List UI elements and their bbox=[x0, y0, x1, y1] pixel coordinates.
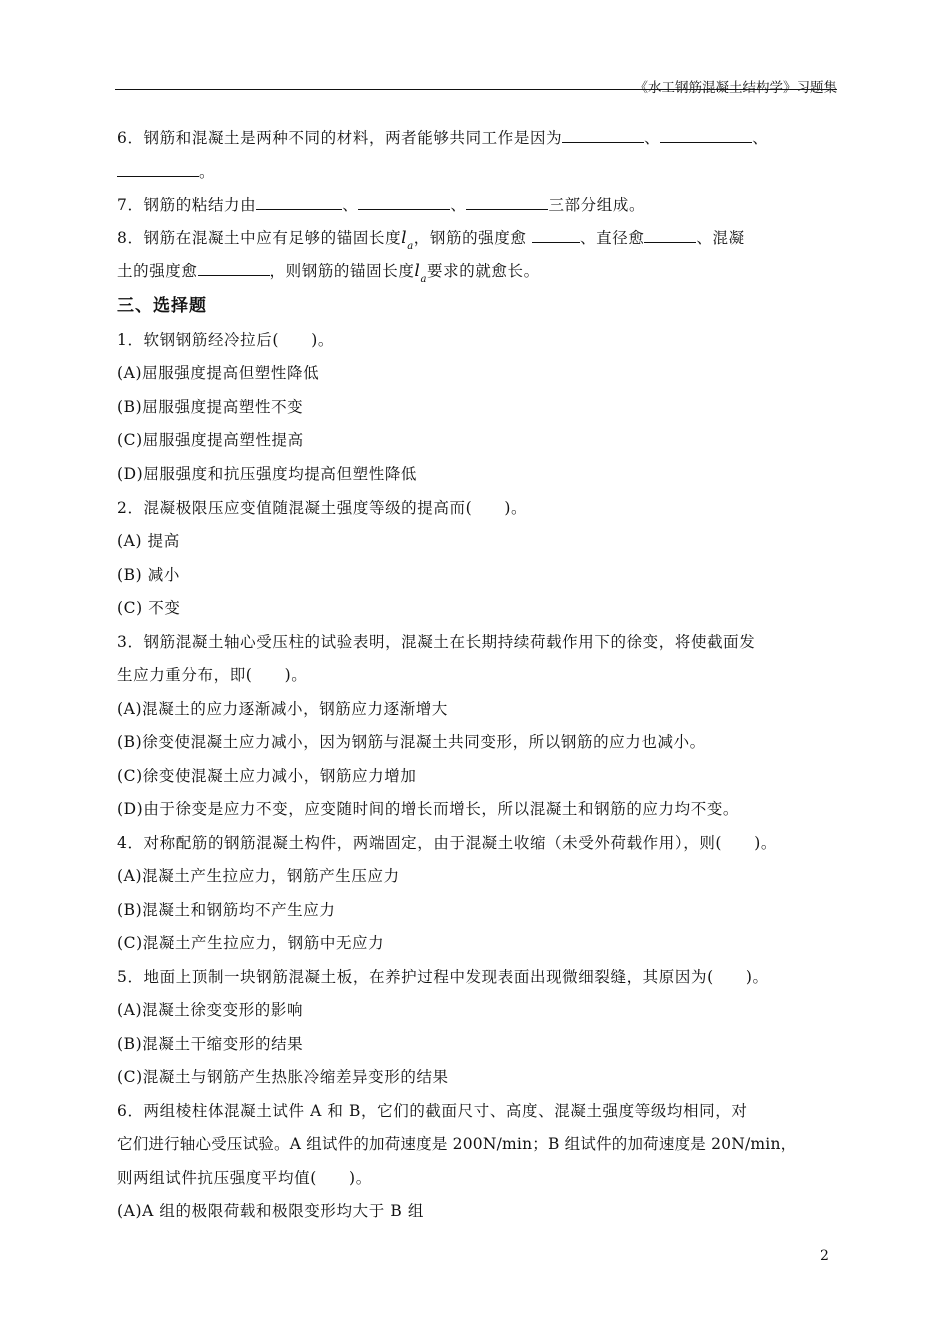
q4-option-a[interactable]: (A)混凝土产生拉应力，钢筋产生压应力 bbox=[117, 867, 400, 885]
fill-blank-q8-line2: 土的强度愈 ，则钢筋的锚固长度$l_a$要求的就愈长。 bbox=[117, 261, 540, 285]
anchorage-length-symbol: l bbox=[414, 261, 421, 281]
page-number: 2 bbox=[820, 1248, 829, 1264]
q3-option-a[interactable]: (A)混凝土的应力逐渐减小，钢筋应力逐渐增大 bbox=[117, 700, 448, 718]
question-6-stem-line3: 则两组试件抗压强度平均值( )。 bbox=[117, 1169, 372, 1187]
fill-blank-q6-line1: 6．钢筋和混凝土是两种不同的材料，两者能够共同工作是因为 、 、 bbox=[117, 129, 769, 147]
q4-option-c[interactable]: (C)混凝土产生拉应力，钢筋中无应力 bbox=[117, 934, 385, 952]
q5-option-c[interactable]: (C)混凝土与钢筋产生热胀冷缩差异变形的结果 bbox=[117, 1068, 449, 1086]
q1-option-d[interactable]: (D)屈服强度和抗压强度均提高但塑性降低 bbox=[117, 465, 418, 483]
header-rule bbox=[115, 89, 837, 90]
q3-option-b[interactable]: (B)徐变使混凝土应力减小，因为钢筋与混凝土共同变形，所以钢筋的应力也减小。 bbox=[117, 733, 706, 751]
q5-option-b[interactable]: (B)混凝土干缩变形的结果 bbox=[117, 1035, 304, 1053]
answer-blank[interactable] bbox=[466, 195, 548, 210]
question-3-stem-line1: 3．钢筋混凝土轴心受压柱的试验表明，混凝土在长期持续荷载作用下的徐变，将使截面发 bbox=[117, 633, 756, 651]
answer-blank[interactable] bbox=[198, 261, 270, 276]
fill-blank-q8-line1: 8．钢筋在混凝土中应有足够的锚固长度$l_a$，钢筋的强度愈 、直径愈 、混凝 bbox=[117, 228, 745, 252]
q2-option-b[interactable]: (B) 减小 bbox=[117, 566, 181, 584]
page-header: 《水工钢筋混凝土结构学》习题集 bbox=[634, 80, 837, 96]
question-6-stem-line1: 6．两组棱柱体混凝土试件 A 和 B，它们的截面尺寸、高度、混凝土强度等级均相同，对 bbox=[117, 1102, 748, 1120]
q2-option-a[interactable]: (A) 提高 bbox=[117, 532, 180, 550]
section-title: 三、选择题 bbox=[117, 296, 207, 316]
answer-blank[interactable] bbox=[117, 162, 199, 177]
answer-blank[interactable] bbox=[644, 228, 696, 243]
answer-blank[interactable] bbox=[358, 195, 450, 210]
question-3-stem-line2: 生应力重分布，即( )。 bbox=[117, 666, 308, 684]
q3-option-d[interactable]: (D)由于徐变是应力不变，应变随时间的增长而增长，所以混凝土和钢筋的应力均不变。 bbox=[117, 800, 740, 818]
answer-blank[interactable] bbox=[562, 128, 644, 143]
q1-option-a[interactable]: (A)屈服强度提高但塑性降低 bbox=[117, 364, 320, 382]
question-2-stem: 2．混凝极限压应变值随混凝土强度等级的提高而( )。 bbox=[117, 499, 528, 517]
answer-blank[interactable] bbox=[532, 228, 580, 243]
q4-option-b[interactable]: (B)混凝土和钢筋均不产生应力 bbox=[117, 901, 336, 919]
q6-option-a[interactable]: (A)A 组的极限荷载和极限变形均大于 B 组 bbox=[117, 1202, 424, 1220]
q1-option-c[interactable]: (C)屈服强度提高塑性提高 bbox=[117, 431, 304, 449]
answer-blank[interactable] bbox=[660, 128, 752, 143]
q2-option-c[interactable]: (C) 不变 bbox=[117, 599, 181, 617]
question-5-stem: 5．地面上顶制一块钢筋混凝土板，在养护过程中发现表面出现微细裂缝，其原因为( )。 bbox=[117, 968, 769, 986]
question-6-stem-line2: 它们进行轴心受压试验。A 组试件的加荷速度是 200N/min；B 组试件的加荷速度是 20N/min， bbox=[117, 1135, 797, 1153]
answer-blank[interactable] bbox=[256, 195, 342, 210]
q5-option-a[interactable]: (A)混凝土徐变变形的影响 bbox=[117, 1001, 304, 1019]
anchorage-length-symbol: l bbox=[401, 228, 408, 248]
q3-option-c[interactable]: (C)徐变使混凝土应力减小，钢筋应力增加 bbox=[117, 767, 417, 785]
q1-option-b[interactable]: (B)屈服强度提高塑性不变 bbox=[117, 398, 304, 416]
fill-blank-q7: 7．钢筋的粘结力由 、 、 三部分组成。 bbox=[117, 196, 646, 214]
fill-blank-q6-line2: 。 bbox=[117, 160, 215, 182]
question-1-stem: 1．软钢钢筋经冷拉后( )。 bbox=[117, 331, 334, 349]
question-4-stem: 4．对称配筋的钢筋混凝土构件，两端固定，由于混凝土收缩（未受外荷载作用），则( )。 bbox=[117, 834, 778, 852]
